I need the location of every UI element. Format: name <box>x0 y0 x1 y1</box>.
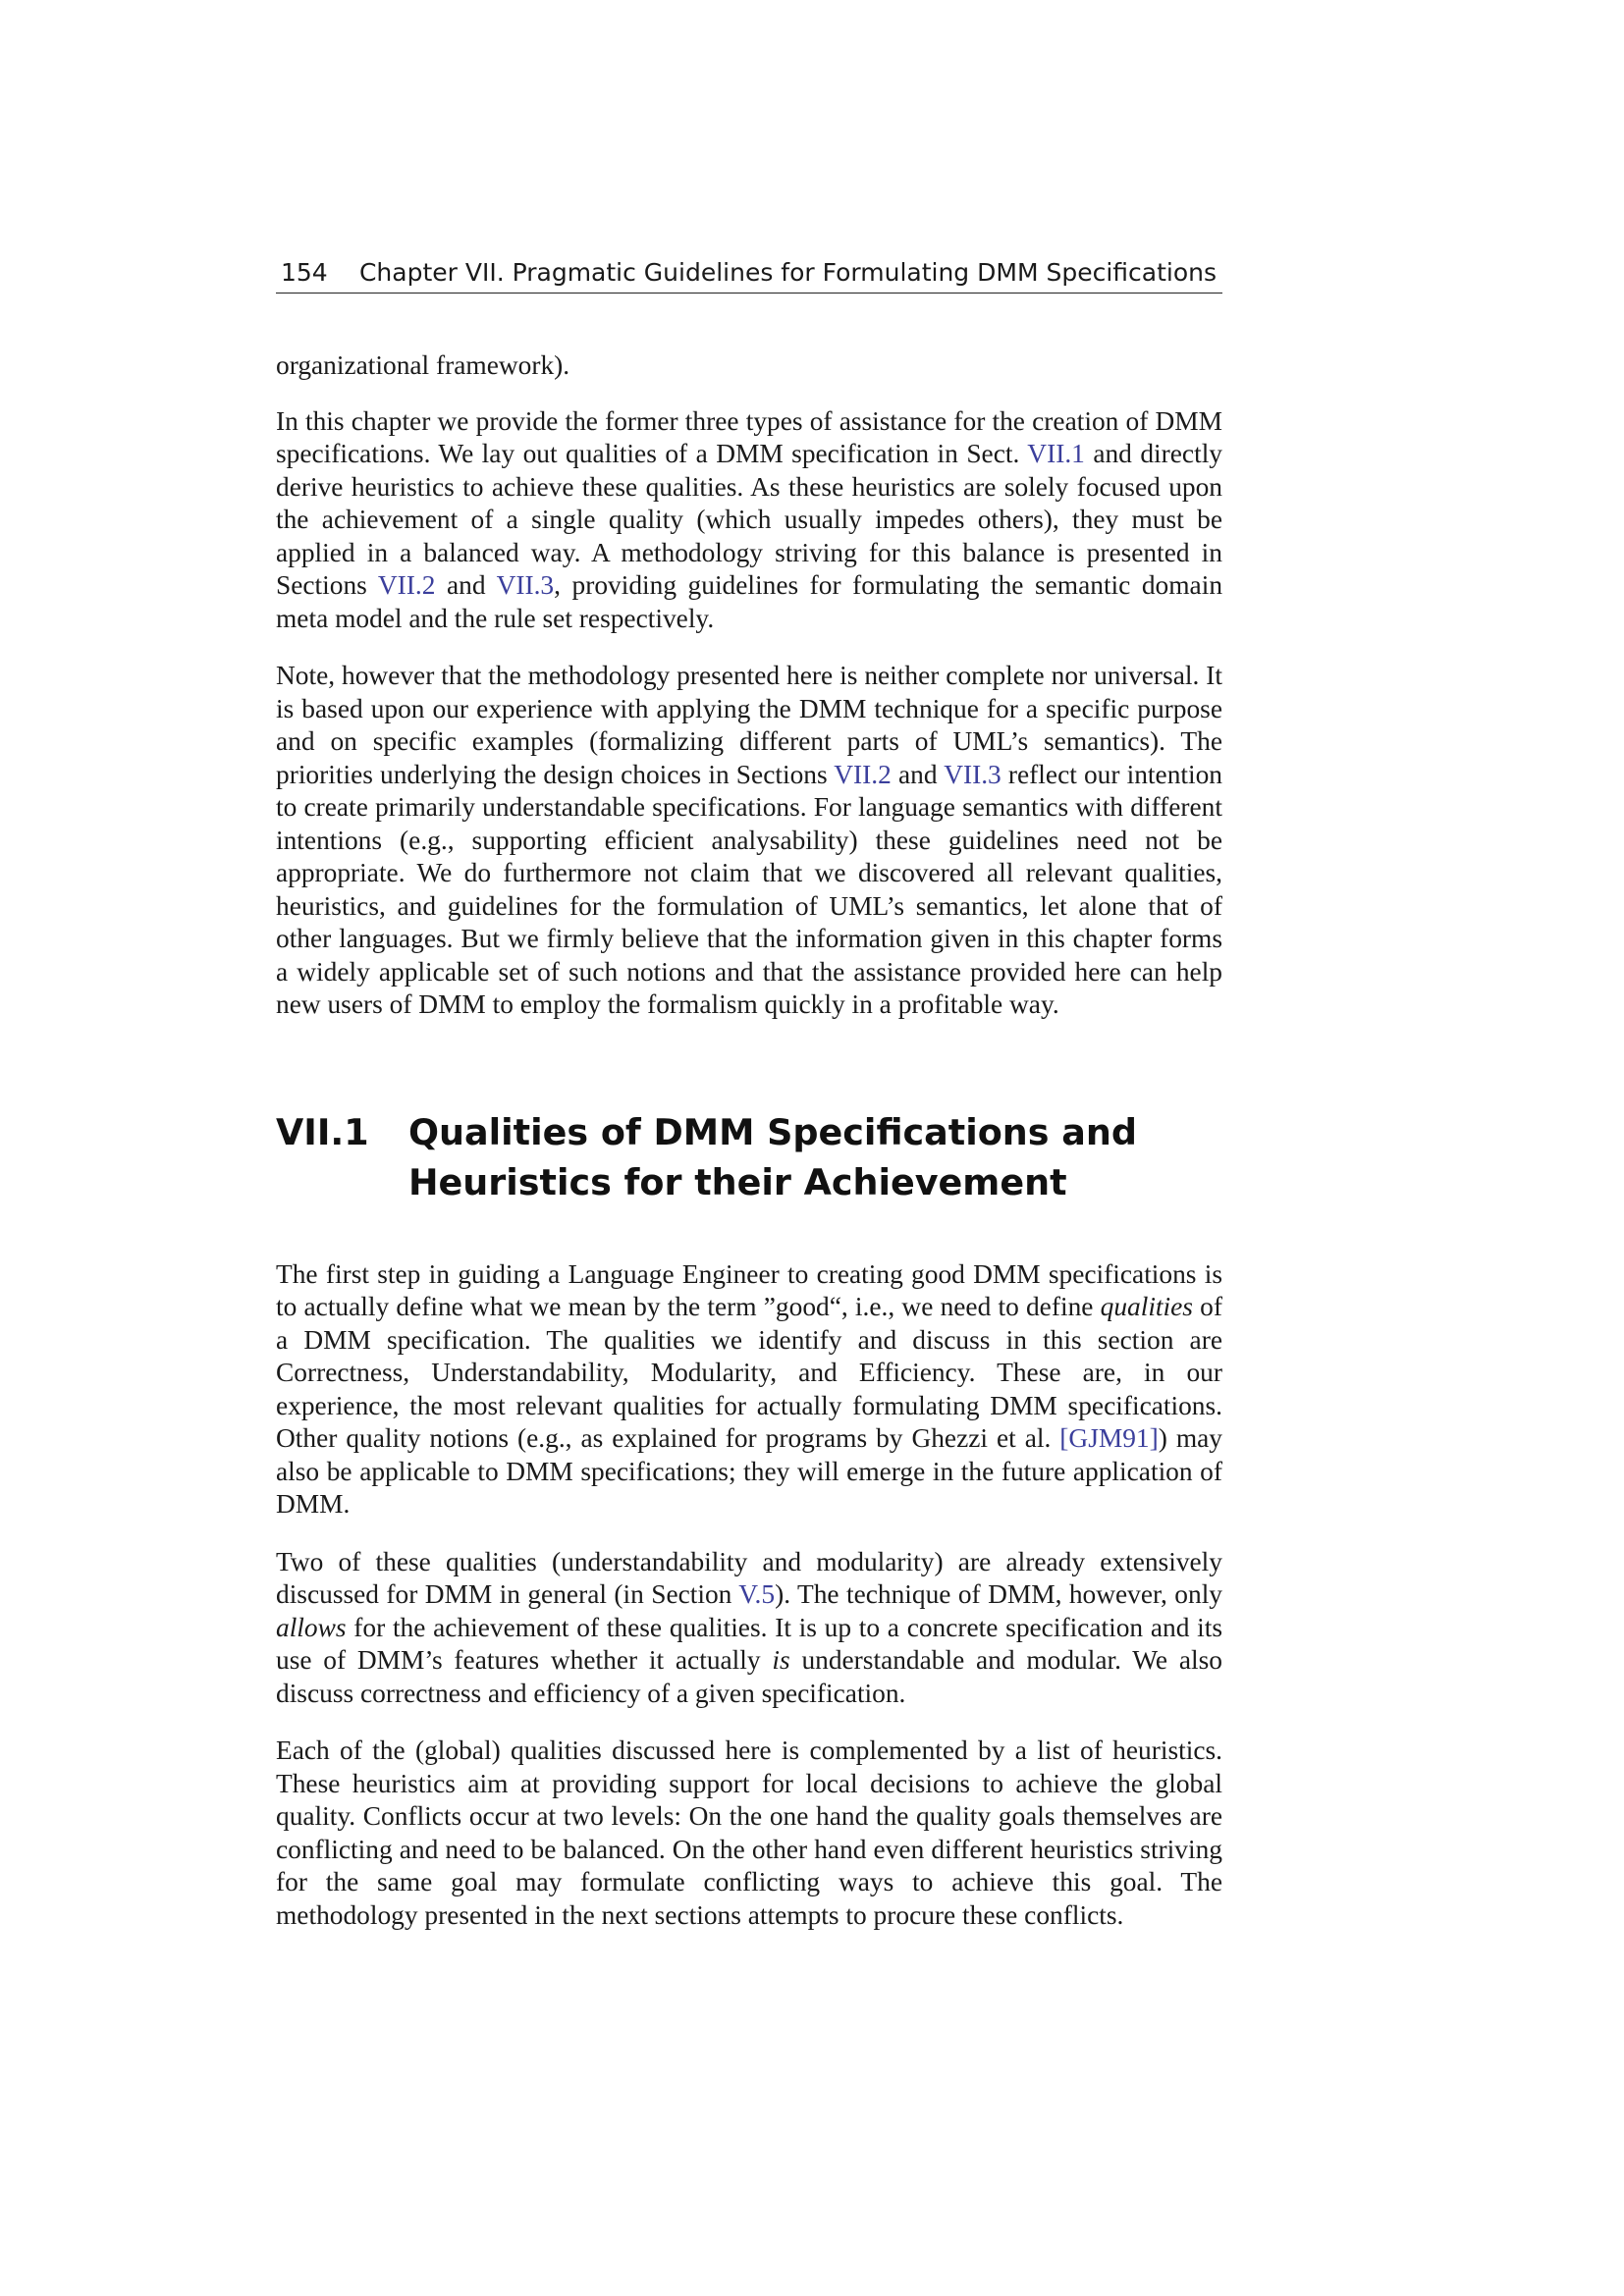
text-span: and directly derive heuristics to achieve these qualities. As these heuristics are solely focused upon the achievement of a single quality (which usually impedes others), they must be applied in a balanced way. A methodology striving for this balance is presented in Sections <box>276 439 1222 600</box>
section-ref-link[interactable]: VII.2 <box>834 759 892 789</box>
text-span: In this chapter we provide the former three types of assistance for the creation of DMM specifications. We lay out qualities of a DMM specification in Sect. <box>276 405 1222 468</box>
document-page <box>276 245 1222 1956</box>
citation-link[interactable]: [GJM91] <box>1059 1423 1159 1453</box>
section-heading <box>276 1107 1222 1207</box>
running-header <box>276 245 1222 294</box>
paragraph-quality-definition <box>276 1258 1222 1522</box>
section-ref-link[interactable]: V.5 <box>738 1579 776 1609</box>
text-span: understandable and modular. We also discuss correctness and efficiency of a given specification. <box>276 1645 1222 1708</box>
section-number: VII.1 <box>276 1110 369 1153</box>
text-span: ). The technique of DMM, however, only <box>775 1579 1222 1609</box>
paragraph-continuation: organizational framework). <box>276 350 570 380</box>
section-ref-link[interactable]: VII.2 <box>377 570 436 600</box>
text-span: and <box>891 759 945 789</box>
text-span: reflect our intention to create primarily understandable specifications. For language semantics with different intentions (e.g., supporting efficient analysability) these guidelines need not be appropriate. We do furthermore not claim that we discovered all relevant qualities, heuristics, and guidelines for the formulation of UML’s semantics, let alone that of other languages. But we firmly believe that the information given in this chapter forms a widely applicable set of such notions and that the assistance provided here can help new users of DMM to employ the formalism quickly in a profitable way. <box>276 759 1223 1019</box>
paragraph-heuristics-conflicts: Each of the (global) qualities discussed here is complemented by a list of heuristics. These heuristics aim at providing support for local decisions to achieve the global quality. Conflicts occur at two levels: On the one hand the quality goals themselves are conflicting and need to be balanced. On the other hand even different heuristics striving for the same goal may formulate conflicting ways to achieve this goal. The methodology presented in the next sections attempts to procure these conflicts. <box>276 1735 1222 1930</box>
text-span: ) may also be applicable to DMM specifications; they will emerge in the future application of DMM. <box>276 1423 1222 1519</box>
paragraph-chapter-overview <box>276 405 1222 636</box>
text-span: , providing guidelines for formulating the semantic domain meta model and the rule set respectively. <box>276 570 1223 633</box>
emphasis-text: qualities <box>1100 1292 1193 1321</box>
emphasis-text: allows <box>276 1612 347 1642</box>
text-span: Note, however that the methodology presented here is neither complete nor universal. It is based upon our experience with applying the DMM technique for a specific purpose and on specific examples (formalizing different parts of UML’s semantics). The priorities underlying the design choices in Sections <box>276 661 1222 789</box>
section-title: Qualities of DMM Specifications and Heuristics for their Achievement <box>408 1110 1137 1203</box>
paragraph-methodology-note <box>276 660 1222 1022</box>
text-span: and <box>435 570 497 600</box>
paragraph-understandability-modularity <box>276 1546 1222 1711</box>
emphasis-text: is <box>772 1645 790 1675</box>
section-ref-link[interactable]: VII.3 <box>944 759 1001 789</box>
running-chapter-title: Chapter VII. Pragmatic Guidelines for Formulating DMM Specifications <box>358 258 1217 287</box>
section-ref-link[interactable]: VII.3 <box>496 570 555 600</box>
text-span: of a DMM specification. The qualities we identify and discuss in this section are Correctness, Understandability, Modularity, and Efficiency. These are, in our experience, the most relevant qualities for actually formulating DMM specifications. Other quality notions (e.g., as explained for programs by Ghezzi et al. <box>276 1292 1222 1453</box>
section-ref-link[interactable]: VII.1 <box>1027 439 1085 468</box>
text-span: for the achievement of these qualities. It is up to a concrete specification and its use of DMM’s features whether it actually <box>276 1612 1222 1675</box>
page-number: 154 <box>281 258 328 287</box>
text-span: The first step in guiding a Language Engineer to creating good DMM specifications is to actually define what we mean by the term ”good“, i.e., we need to define <box>276 1258 1222 1321</box>
text-span: Two of these qualities (understandability and modularity) are already extensively discussed for DMM in general (in Section <box>276 1546 1222 1609</box>
chapter-body <box>276 349 1222 1932</box>
